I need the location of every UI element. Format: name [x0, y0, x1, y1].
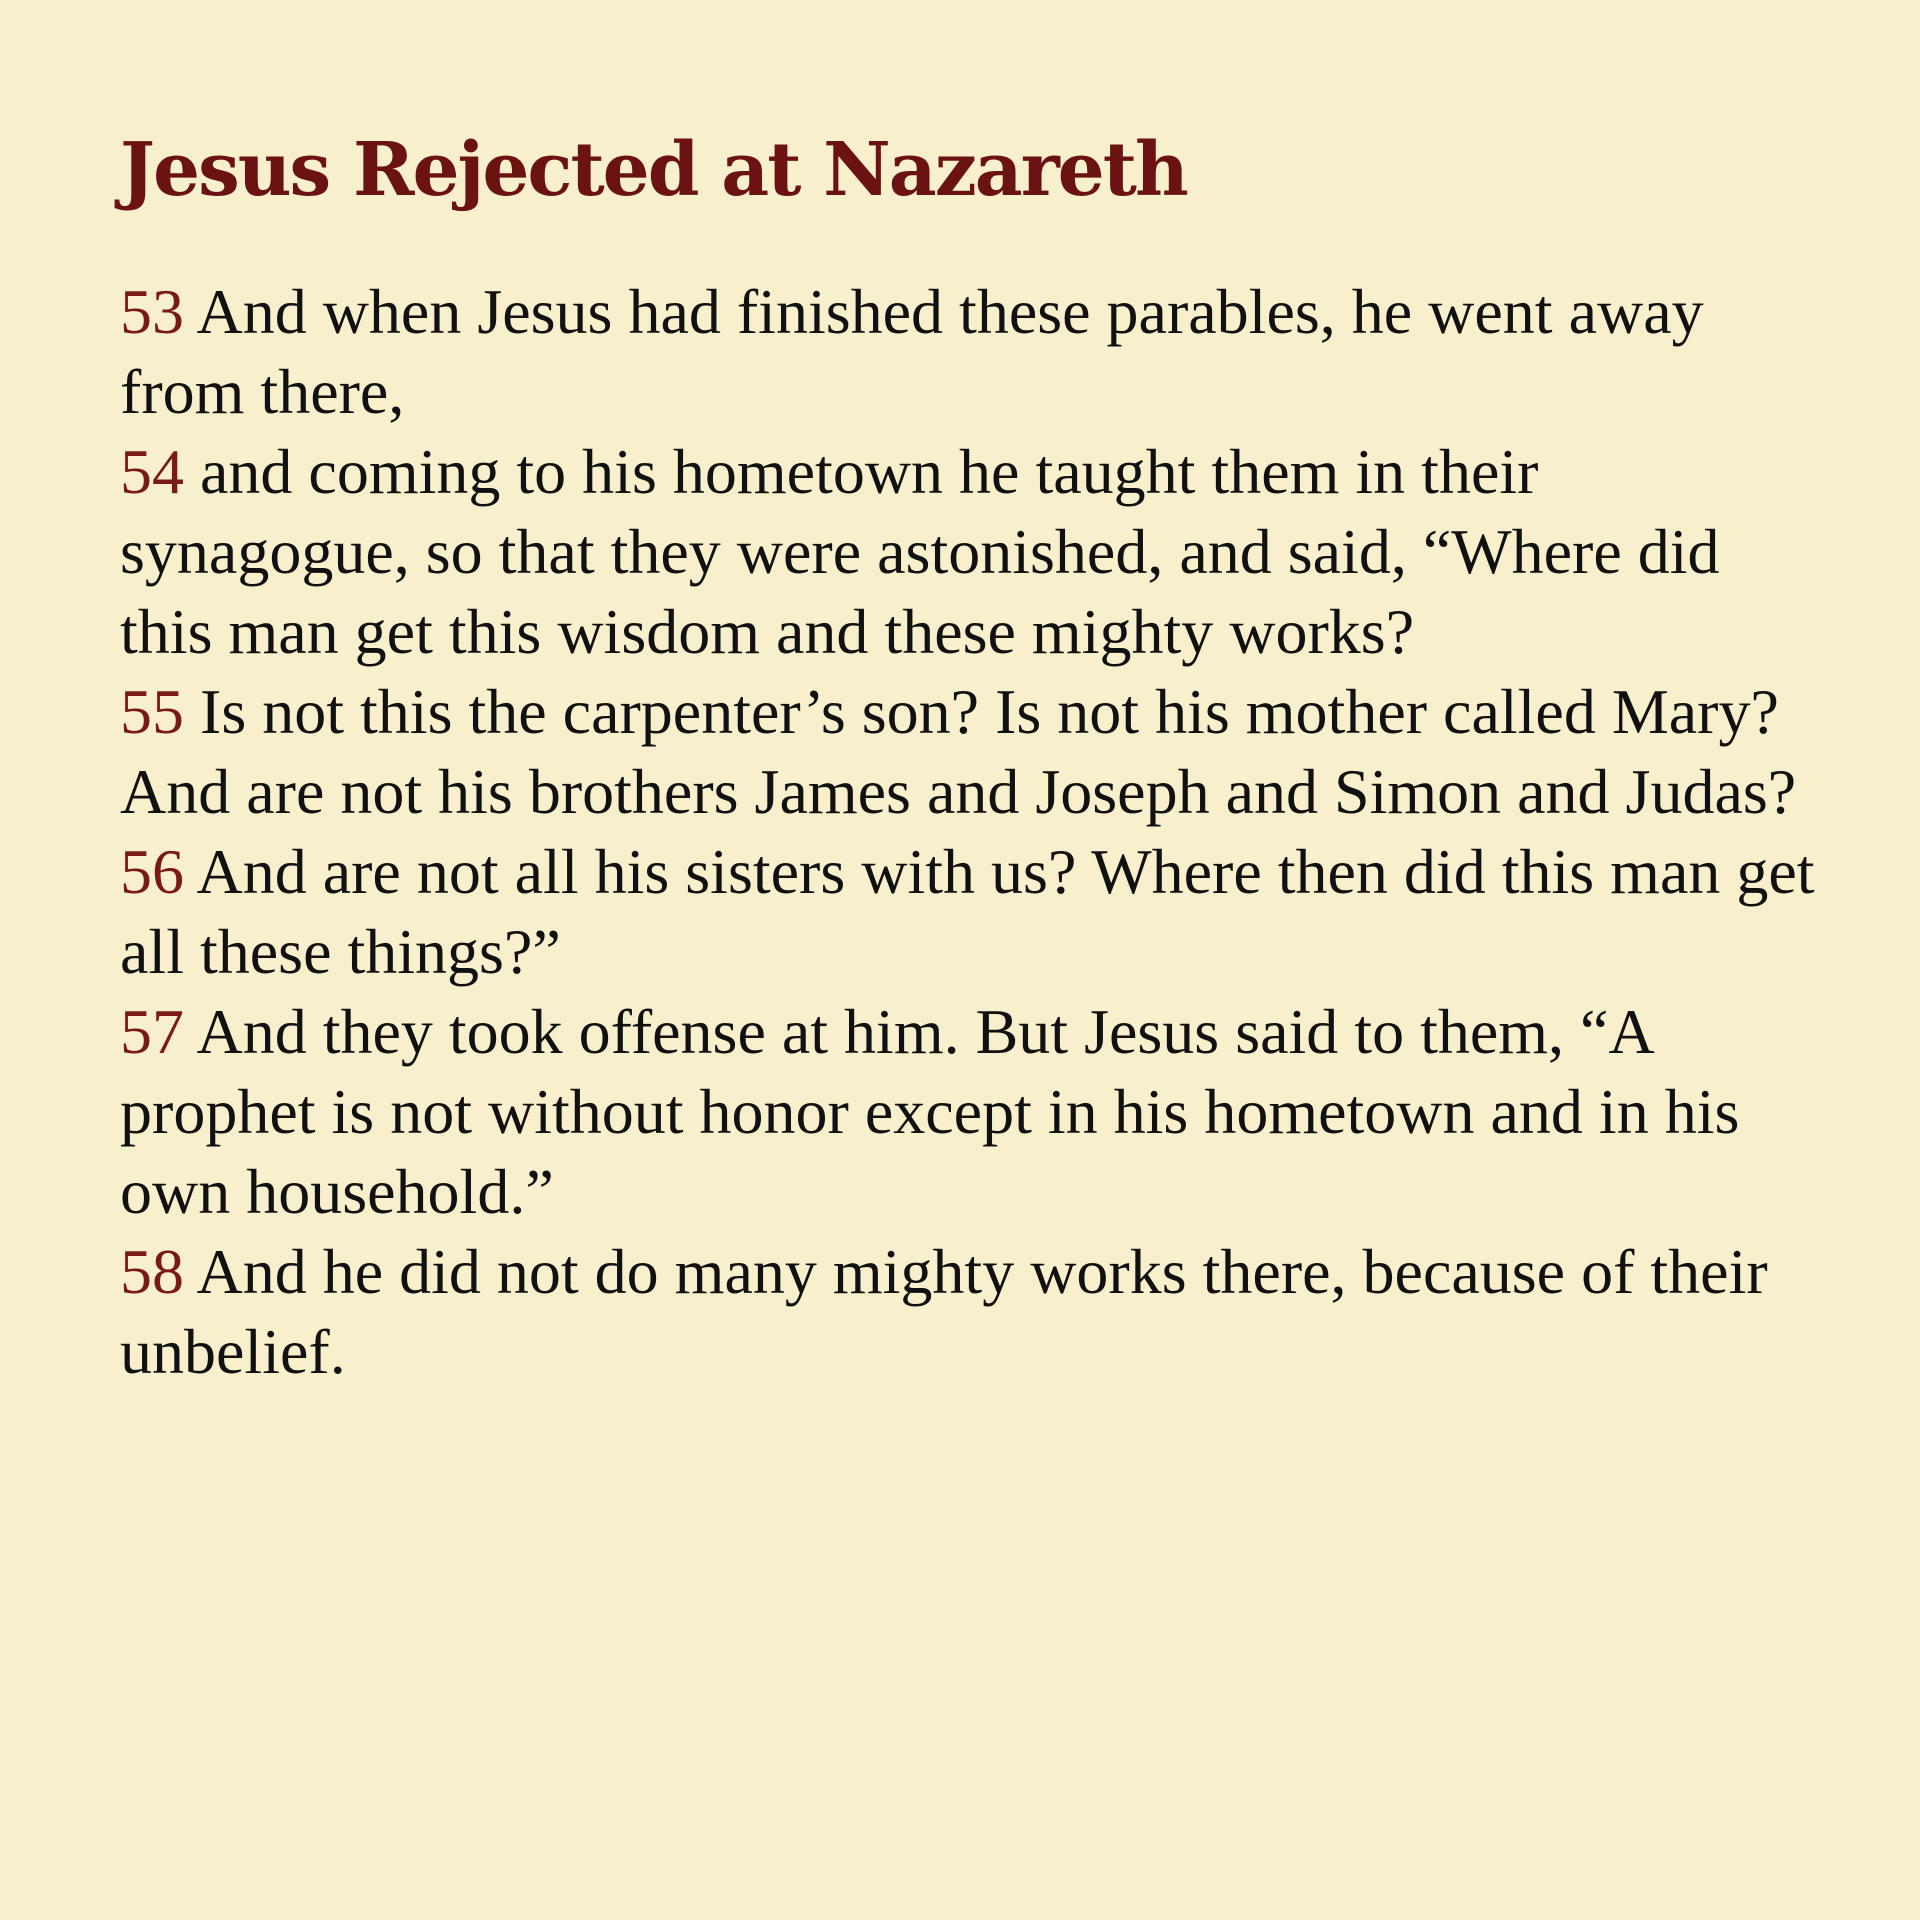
verse-56	[120, 832, 1820, 992]
section-heading: Jesus Rejected at Nazareth	[120, 127, 1187, 213]
verse-54	[120, 432, 1820, 672]
verse-number: 53	[120, 276, 184, 347]
verse-list	[120, 272, 1820, 1392]
verse-number: 58	[120, 1236, 184, 1307]
verse-text: And when Jesus had finished these parables, he went away from there,	[120, 276, 1704, 427]
verse-55	[120, 672, 1820, 832]
verse-number: 54	[120, 436, 184, 507]
verse-57	[120, 992, 1820, 1232]
verse-text: and coming to his hometown he taught them in their synagogue, so that they were astonished, and said, “Where did this man get this wisdom and these mighty works?	[120, 436, 1720, 667]
verse-53	[120, 272, 1820, 432]
verse-number: 56	[120, 836, 184, 907]
verse-number: 57	[120, 996, 184, 1067]
scripture-page	[120, 120, 1820, 1392]
verse-58	[120, 1232, 1820, 1392]
verse-number: 55	[120, 676, 184, 747]
verse-text: And he did not do many mighty works there, because of their unbelief.	[120, 1236, 1768, 1387]
verse-text: And they took offense at him. But Jesus said to them, “A prophet is not without honor except in his hometown and in his own household.”	[120, 996, 1740, 1227]
verse-text: And are not all his sisters with us? Where then did this man get all these things?”	[120, 836, 1815, 987]
verse-text: Is not this the carpenter’s son? Is not his mother called Mary? And are not his brothers James and Joseph and Simon and Judas?	[120, 676, 1797, 827]
